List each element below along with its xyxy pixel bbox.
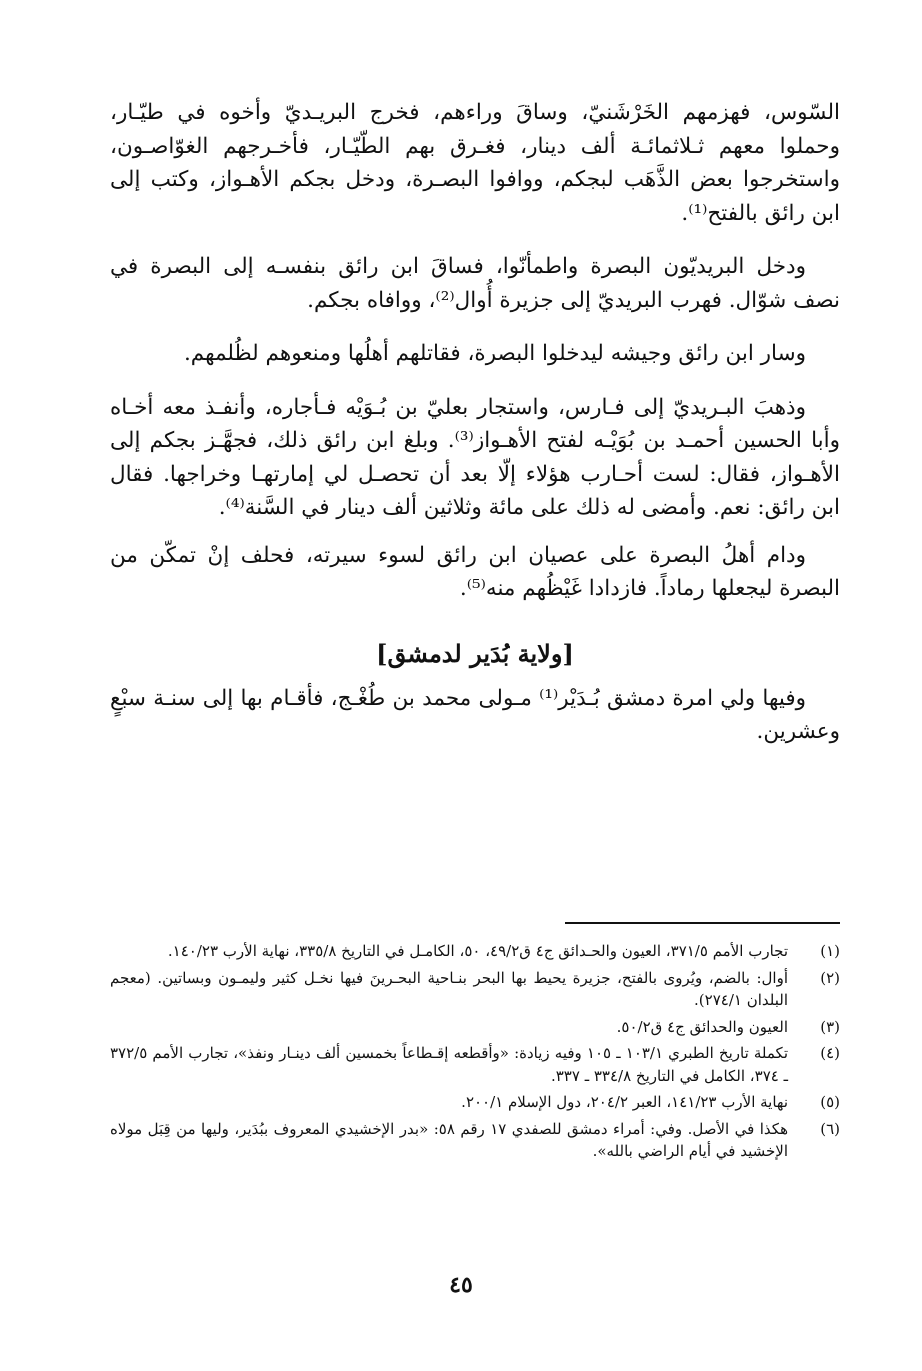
footnote-number: (٢) [820, 968, 840, 987]
footnote-text: العيون والحدائق ج٤ ق٥٠/٢. [616, 1017, 788, 1036]
footnote-number: (٣) [820, 1017, 840, 1036]
footnote-number: (٤) [820, 1044, 840, 1062]
footnote-5 [110, 1091, 840, 1114]
footnote-number: (٥) [820, 1093, 840, 1111]
footnote-3 [110, 1016, 840, 1039]
paragraph-4: وذهبَ البـريديّ إلى فـارس، واستجار بعليّ بن بُـوَيْه فـأجاره، وأنفـذ معه أخـاه وأبا الحسين أحمـد بن بُوَيْـه لفتح الأهـواز⁽³⁾. وبلغ ابن رائق ذلك، فجهَّـز بجكم إلى الأهـواز، فقال: لست أحـارب هؤلاء إلّا بعد أن تحصـل لي إمارتهـا وخراجها. فقال ابن رائق: نعم. وأمضى له ذلك على مائة وثلاثين ألف دينار في السَّنة⁽⁴⁾. [110, 394, 840, 520]
footnote-1 [110, 940, 840, 963]
footnote-text: تكملة تاريخ الطبري ١٠٣/١ ـ ١٠٥ وفيه زيادة: «وأقطعه إقـطاعاً بخمسين ألف دينـار ونفذ»، تجارب الأمم ٣٧٢/٥ ـ ٣٧٤، الكامل في التاريخ ٣٣٤/٨ ـ ٣٣٧. [110, 1044, 789, 1085]
footnote-2 [110, 967, 840, 1012]
footnotes [110, 940, 840, 1167]
footnote-number: (١) [820, 942, 840, 960]
main-text [110, 96, 840, 769]
paragraph-3: وسار ابن رائق وجيشه ليدخلوا البصرة، فقاتلهم أهلُها ومنعوهم لظُلمهم. [183, 341, 806, 366]
footnote-text: هكذا في الأصل. وفي: أمراء دمشق للصفدي ١٧ رقم ٥٨: «بدر الإخشيدي المعروف ببُدَير، وليها من قِبَل مولاه الإخشيد في أيام الراضي بالله». [110, 1119, 788, 1160]
paragraph-2: ودخل البريديّون البصرة واطمأنّوا، فساقَ ابن رائق بنفسـه إلى البصرة في نصف شوّال. فهرب البريديّ إلى جزيرة أُوال⁽²⁾، ووافاه بجكم. [110, 254, 840, 313]
section-heading: [ولاية بُدَير لدمشق] [376, 638, 574, 668]
page-number: ٤٥ [449, 1272, 473, 1298]
paragraph-5: ودام أهلُ البصرة على عصيان ابن رائق لسوء سيرته، فحلف إنْ تمكّن من البصرة ليجعلها رماداً. فازدادا غَيْظُهم منه⁽⁵⁾. [110, 542, 840, 601]
footnote-text: نهاية الأرب ١٤١/٢٣، العبر ٢٠٤/٢، دول الإسلام ٢٠٠/١. [461, 1093, 788, 1111]
footnote-text: أوال: بالضم، ويُروى بالفتح، جزيرة يحيط بها البحر بنـاحية البحـرينَ فيها نخـل كثير وليمـون وبساتين. (معجم البلدان ٢٧٤/١). [110, 968, 788, 1009]
paragraph-1: السّوس، فهزمهم الخَرْشَنيّ، وساقَ وراءهم، فخرج البريـديّ وأخوه في طيّـار، وحملوا معهم ثـلاثمائـة ألف دينار، فغـرق بهم الطّيّـار، فأخـرجهم الغوّاصـون، واستخرجوا بعض الذَّهَب لبجكم، ووافوا البصـرة، ودخل بجكم الأهـواز، وكتب إلى ابن رائق بالفتح⁽¹⁾. [110, 100, 840, 226]
paragraph-6: وفيها ولي امرة دمشق بُـدَيْر⁽¹⁾ مـولى محمد بن طُغْـج، فأقـام بها إلى سنـة سبْعٍ وعشرين. [110, 685, 840, 744]
footnote-text: تجارب الأمم ٣٧١/٥، العيون والحـدائق ج٤ ق٤٩/٢، ٥٠، الكامـل في التاريخ ٣٣٥/٨، نهاية الأرب ١٤٠/٢٣. [167, 942, 788, 960]
footnote-divider [565, 922, 840, 924]
footnote-number: (٦) [820, 1119, 840, 1138]
footnote-6 [110, 1118, 840, 1163]
footnote-4 [110, 1042, 840, 1087]
